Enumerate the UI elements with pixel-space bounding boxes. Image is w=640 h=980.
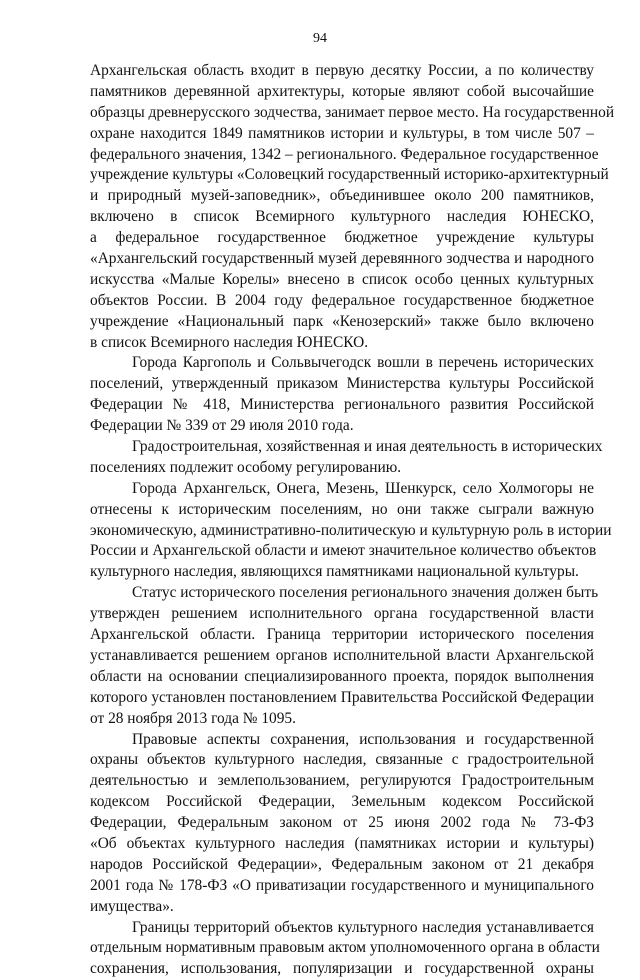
text-line: Города Каргополь и Сольвычегодск вошли в перечень исторических: [132, 354, 594, 372]
text-line: кодексом Российской Федерации, Земельным кодексом Российской: [90, 793, 594, 811]
text-line: которого установлен постановлением Правительства Российской Федерации: [90, 688, 594, 706]
text-line: учреждение «Национальный парк «Кенозерский» также было включено: [90, 312, 594, 330]
document-body: [90, 61, 615, 980]
text-line: федерального значения, 1342 – регионального. Федеральное государственное: [90, 145, 599, 163]
text-line: деятельностью и землепользованием, регулируются Градостроительным: [90, 772, 594, 790]
text-line: «Архангельский государственный музей деревянного зодчества и народного: [90, 250, 594, 268]
paragraph: [90, 61, 615, 353]
text-line: Архангельской области. Граница территории исторического поселения: [90, 626, 594, 644]
text-line: 2001 года № 178-ФЗ «О приватизации государственного и муниципального: [90, 876, 594, 894]
paragraph: [90, 479, 612, 583]
text-line: России и Архангельской области и имеют значительное количество объектов: [90, 542, 597, 560]
text-line: охране находится 1849 памятников истории и культуры, в том числе 507 –: [90, 124, 594, 142]
page-number: 94: [313, 31, 327, 46]
text-line: поселений, утвержденный приказом Министерства культуры Российской: [90, 375, 594, 393]
text-line: Федерации № 339 от 29 июля 2010 года.: [90, 417, 354, 435]
text-line: «Об объектах культурного наследия (памятниках истории и культуры): [90, 834, 594, 852]
text-line: объектов России. В 2004 году федеральное государственное бюджетное: [90, 291, 594, 309]
text-line: памятников деревянной архитектуры, которые являют собой высочайшие: [90, 82, 594, 100]
text-line: искусства «Малые Корелы» внесено в список особо ценных культурных: [90, 270, 594, 288]
text-line: Федерации № 418, Министерства регионального развития Российской: [90, 396, 594, 414]
text-line: охраны объектов культурного наследия, связанные с градостроительной: [90, 751, 594, 769]
text-line: области на основании специализированного проекта, порядок выполнения: [90, 667, 594, 685]
text-line: учреждение культуры «Соловецкий государственный историко-архитектурный: [90, 166, 609, 184]
text-line: включено в список Всемирного культурного наследия ЮНЕСКО,: [90, 208, 594, 226]
text-line: сохранения, использования, популяризации и государственной охраны: [90, 960, 594, 978]
text-line: образцы древнерусского зодчества, занимает первое место. На государственной: [90, 103, 615, 121]
text-line: Статус исторического поселения регионального значения должен быть: [132, 584, 599, 602]
text-line: устанавливается решением органов исполнительной власти Архангельской: [90, 646, 594, 664]
text-line: и природный музей-заповедник», объединившее около 200 памятников,: [90, 187, 594, 205]
paragraph: [90, 730, 594, 918]
text-line: в список Всемирного наследия ЮНЕСКО.: [90, 333, 369, 351]
text-line: поселениях подлежит особому регулированию.: [90, 458, 402, 476]
text-line: Города Архангельск, Онега, Мезень, Шенкурск, село Холмогоры не: [132, 479, 594, 497]
text-line: отнесены к историческим поселениям, но они также сыграли важную: [90, 500, 594, 518]
text-line: а федеральное государственное бюджетное учреждение культуры: [90, 229, 594, 247]
text-line: Границы территорий объектов культурного наследия устанавливается: [132, 918, 594, 936]
text-line: утвержден решением исполнительного органа государственной власти: [90, 605, 594, 623]
paragraph: [90, 918, 600, 980]
paragraph: [90, 583, 599, 729]
text-line: народов Российской Федерации», Федеральным законом от 21 декабря: [90, 855, 594, 873]
text-line: экономическую, административно-политическую и культурную роль в истории: [90, 521, 612, 539]
text-line: Федерации, Федеральным законом от 25 июня 2002 года № 73-ФЗ: [90, 814, 594, 832]
text-line: Архангельская область входит в первую десятку России, а по количеству: [90, 62, 594, 79]
text-line: Градостроительная, хозяйственная и иная деятельность в исторических: [132, 438, 603, 456]
text-line: Правовые аспекты сохранения, использования и государственной: [132, 730, 594, 748]
text-line: имущества».: [90, 897, 174, 915]
paragraph: [90, 353, 594, 437]
text-line: культурного наследия, являющихся памятниками национальной культуры.: [90, 563, 579, 581]
text-line: отдельным нормативным правовым актом уполномоченного органа в области: [90, 939, 600, 957]
text-line: от 28 ноября 2013 года № 1095.: [90, 709, 296, 727]
paragraph: [90, 437, 603, 479]
